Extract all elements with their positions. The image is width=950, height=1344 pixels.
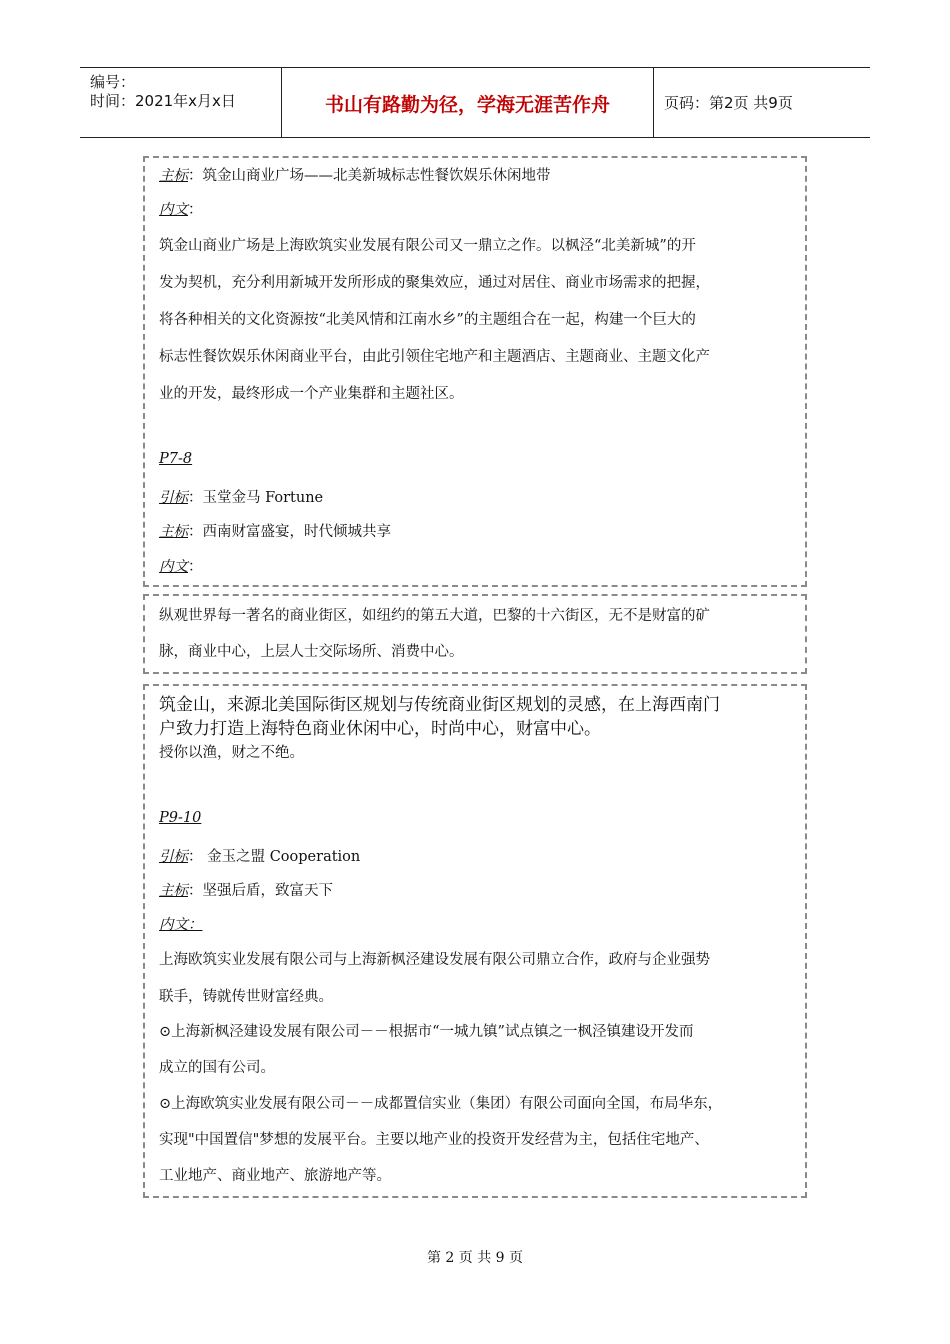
- paragraph-line: 成立的国有公司。: [159, 1060, 275, 1076]
- paragraph-line: 联手，铸就传世财富经典。: [159, 989, 333, 1005]
- main-title-line: [159, 164, 551, 185]
- body-label-line: [159, 555, 203, 576]
- paragraph-line: ⊙上海欧筑实业发展有限公司－－成都置信实业（集团）有限公司面向全国，布局华东，: [159, 1096, 723, 1112]
- body-label-colon: ：: [188, 202, 203, 218]
- paragraph-line: ⊙上海新枫泾建设发展有限公司－－根据市“一城九镇”试点镇之一枫泾镇建设开发而: [159, 1024, 694, 1040]
- main-title-text: ：筑金山商业广场——北美新城标志性餐饮娱乐休闲地带: [188, 168, 551, 184]
- content-box-3: [143, 684, 807, 1198]
- paragraph-line: 筑金山商业广场是上海欧筑实业发展有限公司又一鼎立之作。以枫泾“北美新城”的开: [159, 238, 696, 254]
- intro-line: 户致力打造上海特色商业休闲中心，时尚中心，财富中心。: [159, 719, 601, 739]
- paragraph-line: 发为契机，充分利用新城开发所形成的聚集效应，通过对居住、商业市场需求的把握，: [159, 275, 710, 291]
- paragraph-line: 纵观世界每一著名的商业街区，如纽约的第五大道，巴黎的十六街区，无不是财富的矿: [159, 608, 710, 624]
- paragraph-line: 实现"中国置信"梦想的发展平台。主要以地产业的投资开发经营为主，包括住宅地产、: [159, 1132, 709, 1148]
- main-title-text: ：坚强后盾，致富天下: [188, 883, 333, 899]
- intro-line: 筑金山，来源北美国际街区规划与传统商业街区规划的灵感，在上海西南门: [159, 695, 720, 715]
- paragraph-line: 上海欧筑实业发展有限公司与上海新枫泾建设发展有限公司鼎立合作，政府与企业强势: [159, 952, 710, 968]
- header-motto-cell: [282, 68, 654, 137]
- main-title-label: 主标: [159, 168, 188, 184]
- lead-title-label: 引标: [159, 490, 188, 506]
- paragraph-line: 将各种相关的文化资源按“北美风情和江南水乡”的主题组合在一起，构建一个巨大的: [159, 312, 696, 328]
- section-id: P7-8: [159, 451, 193, 467]
- section-id: P9-10: [159, 810, 202, 826]
- paragraph-line: 业的开发，最终形成一个产业集群和主题社区。: [159, 386, 464, 402]
- body-label: 内文：: [159, 917, 203, 933]
- document-number-label: 编号：: [90, 73, 136, 91]
- header-page-number: 页码：第2页 共9页: [664, 94, 793, 112]
- header-motto: 书山有路勤为径，学海无涯苦作舟: [324, 94, 610, 116]
- paragraph-line: 工业地产、商业地产、旅游地产等。: [159, 1168, 391, 1184]
- main-title-label: 主标: [159, 524, 188, 540]
- header-info-cell: [80, 68, 282, 137]
- content-box-1: [143, 156, 807, 587]
- main-title-line: [159, 520, 391, 541]
- body-label-colon: ：: [188, 559, 203, 575]
- document-time-label: 时间：2021年x月x日: [90, 92, 236, 110]
- page-footer: 第 2 页 共 9 页: [426, 1250, 524, 1266]
- lead-title-text: ： 金玉之盟 Cooperation: [188, 849, 361, 865]
- body-label-line: [159, 198, 203, 219]
- body-label: 内文: [159, 202, 188, 218]
- lead-title-label: 引标: [159, 849, 188, 865]
- paragraph-line: 脉，商业中心，上层人士交际场所、消费中心。: [159, 644, 464, 660]
- lead-title-line: [159, 486, 323, 507]
- lead-title-text: ：玉堂金马 Fortune: [188, 490, 324, 506]
- main-title-label: 主标: [159, 883, 188, 899]
- paragraph-line: 标志性餐饮娱乐休闲商业平台，由此引领住宅地产和主题酒店、主题商业、主题文化产: [159, 349, 710, 365]
- page-header: [80, 67, 870, 138]
- main-title-line: [159, 879, 333, 900]
- slogan-line: 授你以渔，财之不绝。: [159, 745, 304, 761]
- main-title-text: ：西南财富盛宴，时代倾城共享: [188, 524, 391, 540]
- body-label: 内文: [159, 559, 188, 575]
- lead-title-line: [159, 845, 360, 866]
- content-box-2: [143, 594, 807, 674]
